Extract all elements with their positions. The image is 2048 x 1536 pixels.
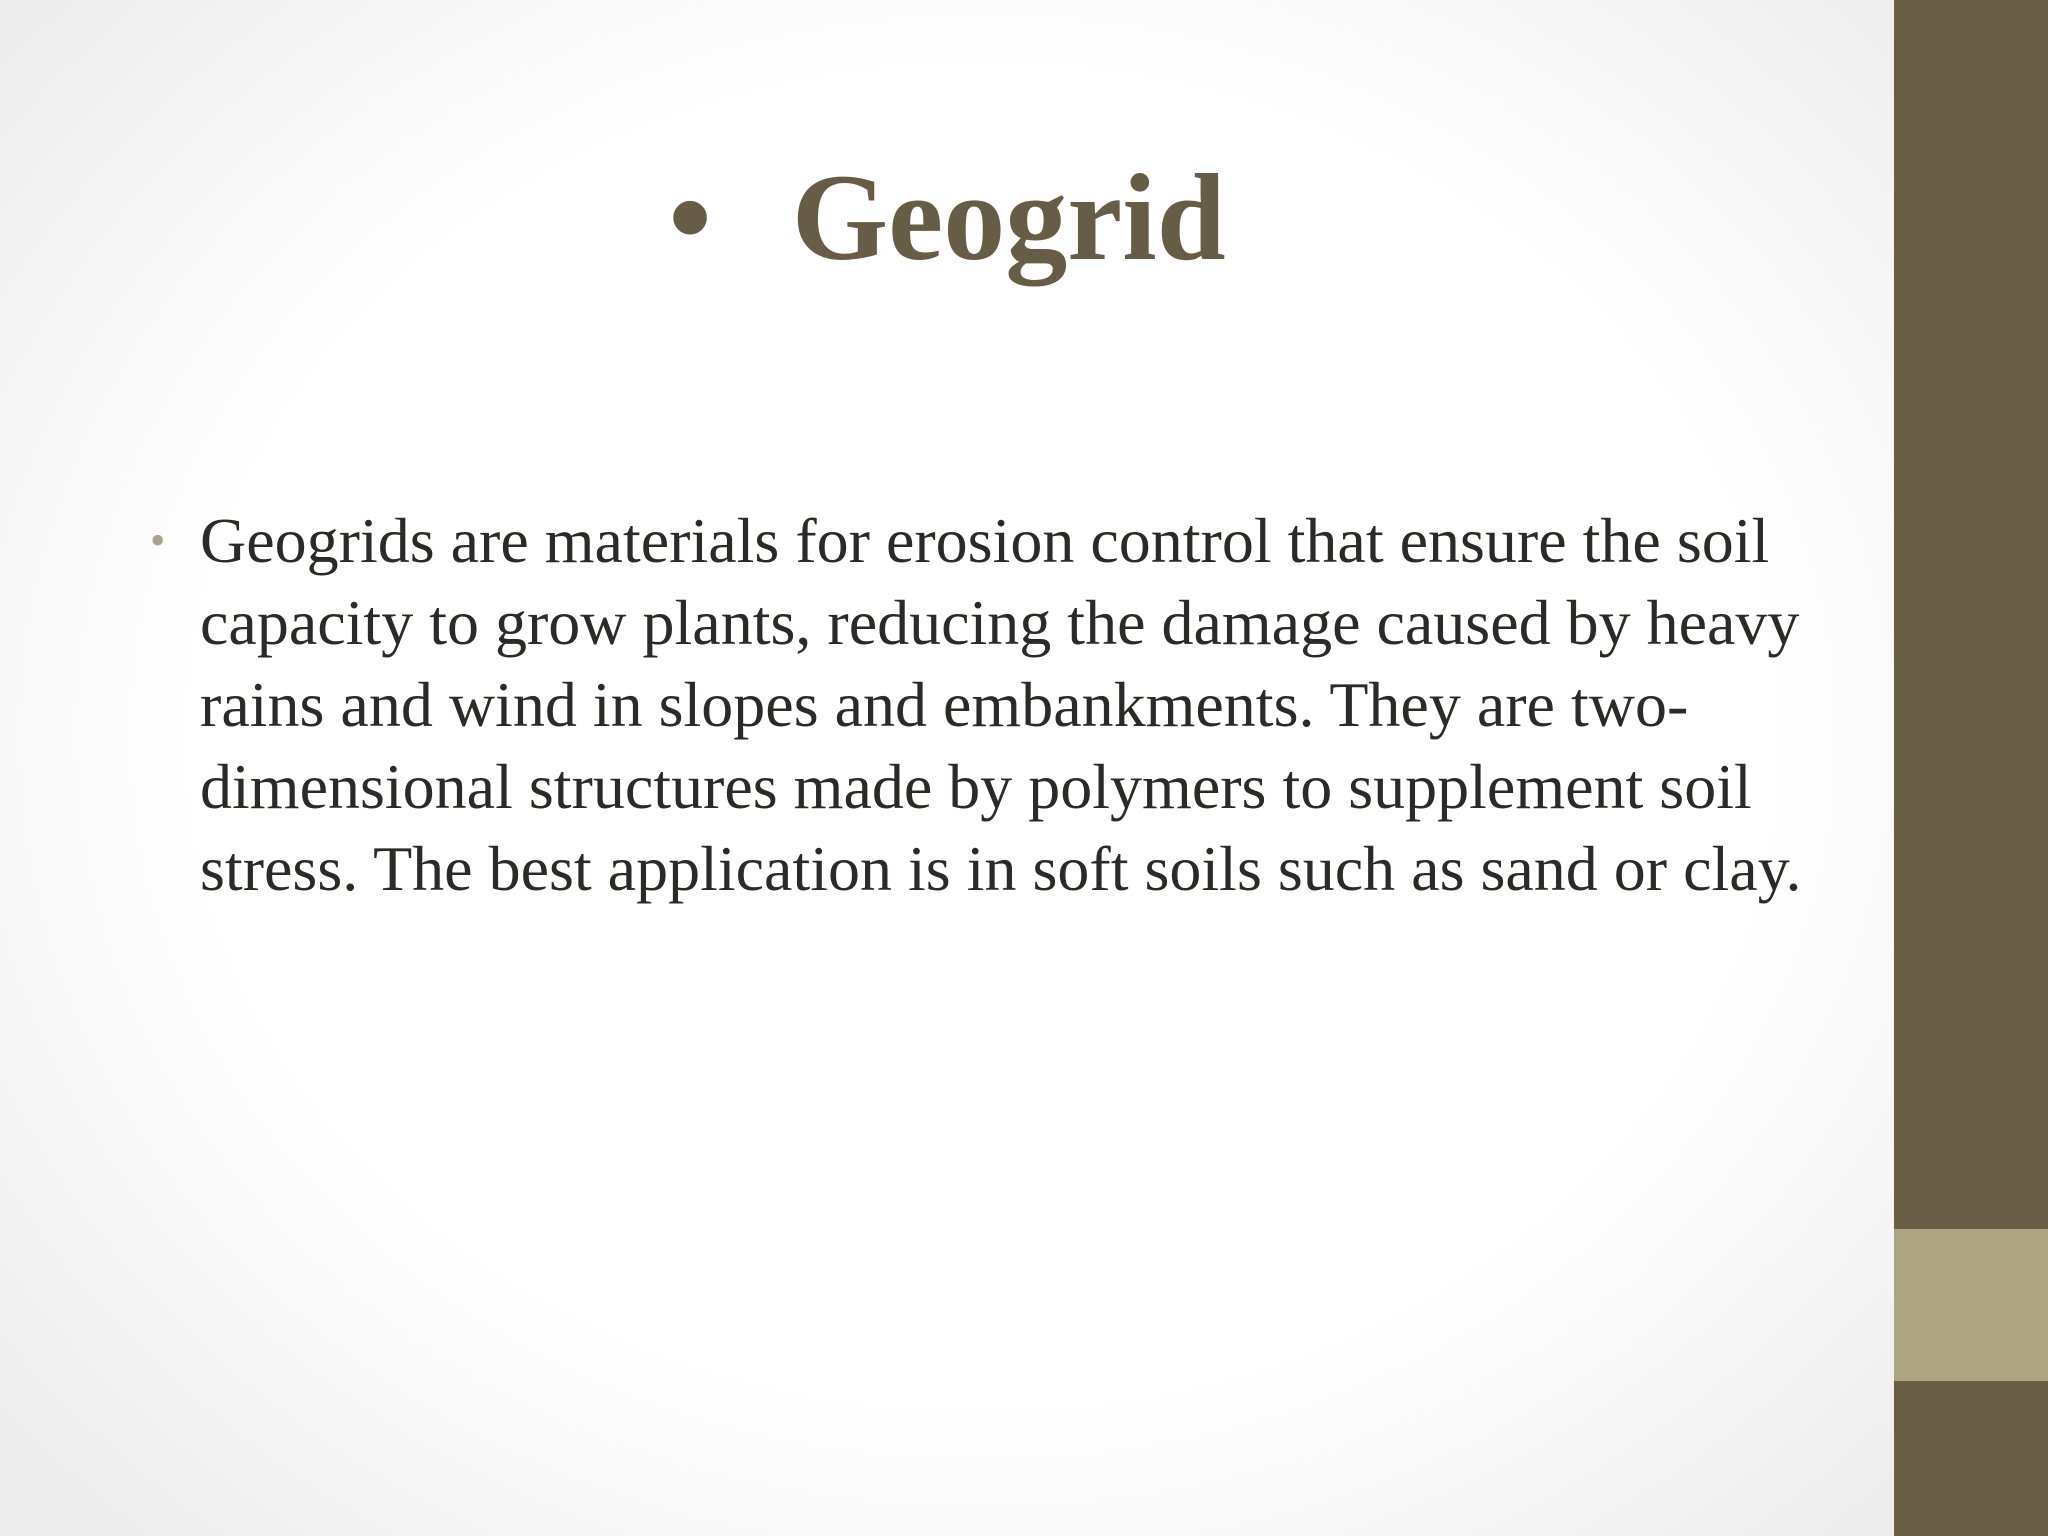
- slide-title-text: Geogrid: [791, 149, 1226, 286]
- body-paragraph-text: Geogrids are materials for erosion control that ensure the soil capacity to grow plants, reducing the damage caused by heavy rains and wind in slopes and embankments. They are two-dimensional structures made by polymers to supplement soil stress. The best application is in soft soils such as sand or clay.: [200, 505, 1802, 904]
- slide-title: [0, 148, 1894, 288]
- body-paragraph: [150, 500, 1900, 910]
- body-bullet: •: [150, 516, 166, 565]
- side-accent-block: [1894, 1229, 2048, 1381]
- title-bullet: •: [668, 149, 712, 286]
